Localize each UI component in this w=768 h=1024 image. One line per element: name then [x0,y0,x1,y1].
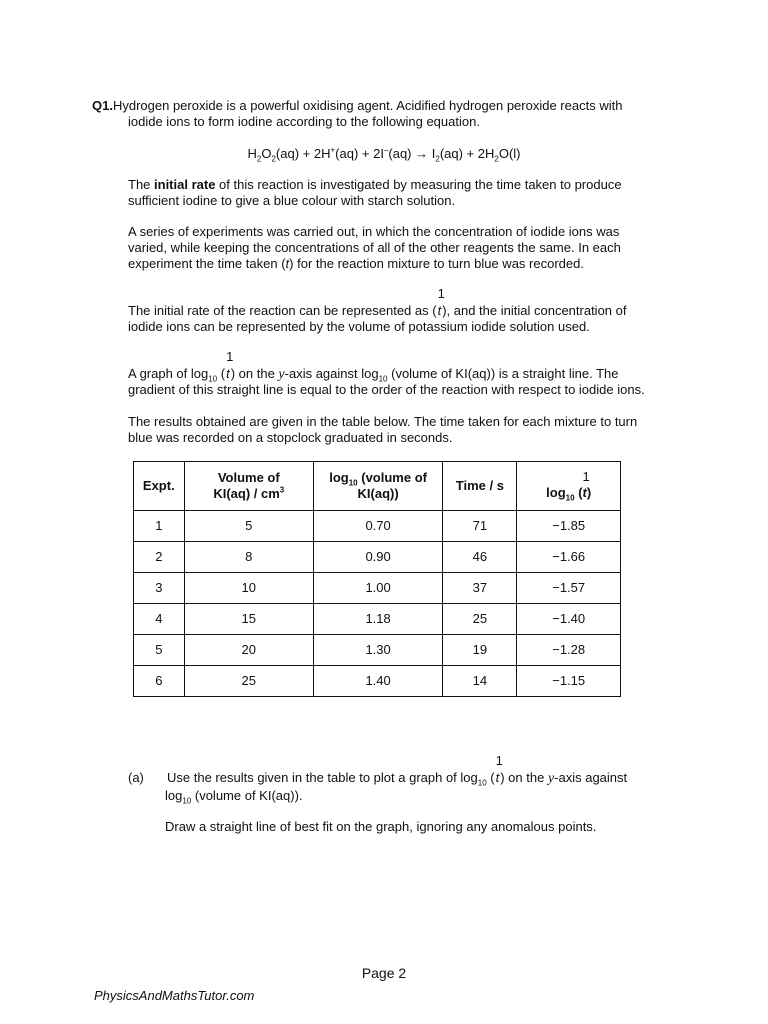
para-rate-representation: The initial rate of the reaction can be represented as ( 1 t), and the initial concentration of [128,286,627,318]
fraction-one-over-t: 1 t [226,349,234,381]
para-results-line1: The results obtained are given in the table below. The time taken for each mixture to turn [128,414,638,429]
question-intro [92,98,692,114]
para-rate-line2: iodide ions can be represented by the volume of potassium iodide solution used. [128,319,590,334]
para-graph-description: A graph of $\log_{10}$ ( 1 t) on the y-axis against $\log_{10}$ (volume of KI(aq)) is a straight line. The [128,349,619,384]
site-footer: PhysicsAndMathsTutor.com [94,988,255,1003]
para-initial-rate: The initial rate of this reaction is investigated by measuring the time taken to produce [128,177,622,192]
page-number: Page 2 [361,965,407,981]
fraction-one-over-t: 1 t [495,753,503,785]
initial-rate-bold: initial rate [154,177,216,192]
table-header-row [134,462,621,511]
para-gradient-line: gradient of this straight line is equal to the order of the reaction with respect to iodide ions. [128,382,645,397]
header-log-rate: $\log_{10}$ ( 1 t) [517,462,621,511]
fraction-one-over-t: 1 t [437,286,445,318]
table-row: 3 10 1.00 37 −1.57 [134,573,621,604]
table-row: 4 15 1.18 25 −1.40 [134,604,621,635]
para-series-line1: A series of experiments was carried out, in which the concentration of iodide ions was [128,224,620,239]
para-series-line3: experiment the time taken (t) for the reaction mixture to turn blue was recorded. [128,256,584,271]
para-initial-rate-line2: sufficient iodine to give a blue colour with starch solution. [128,193,456,208]
part-a-line2: $\log_{10}$ (volume of KI(aq)). [165,788,303,806]
header-log-volume: $\log_{10}$ (volume of KI(aq)) [313,462,442,511]
header-volume: Volume of $KI(aq) / cm^3$ [184,462,313,511]
part-a-line3: Draw a straight line of best fit on the graph, ignoring any anomalous points. [165,819,597,834]
part-a-label: (a) [128,770,144,785]
part-a-instruction: Use the results given in the table to plot a graph of $\log_{10}$ ( 1 t) on the y-axis against [167,753,628,788]
intro-line-1: Hydrogen peroxide is a powerful oxidising agent. Acidified hydrogen peroxide reacts with [112,98,623,113]
results-table [133,461,621,697]
para-results-line2: blue was recorded on a stopclock graduated in seconds. [128,430,453,445]
para-series-line2: varied, while keeping the concentrations of all of the other reagents the same. In each [128,240,621,255]
header-expt: Expt. [134,462,185,511]
intro-line-2: iodide ions to form iodine according to the following equation. [128,114,480,129]
table-row: 5 20 1.30 19 −1.28 [134,635,621,666]
table-row: 2 8 0.90 46 −1.66 [134,542,621,573]
table-row: 1 5 0.70 71 −1.85 [134,511,621,542]
table-row: 6 25 1.40 14 −1.15 [134,666,621,697]
question-number: Q1. [92,98,113,113]
reaction-equation: $H_2O_2(aq) + 2H^+(aq) + 2I^-(aq) \to I_2(aq) + 2H_2O(l)$ [247,145,521,164]
header-time: Time / s [443,462,517,511]
